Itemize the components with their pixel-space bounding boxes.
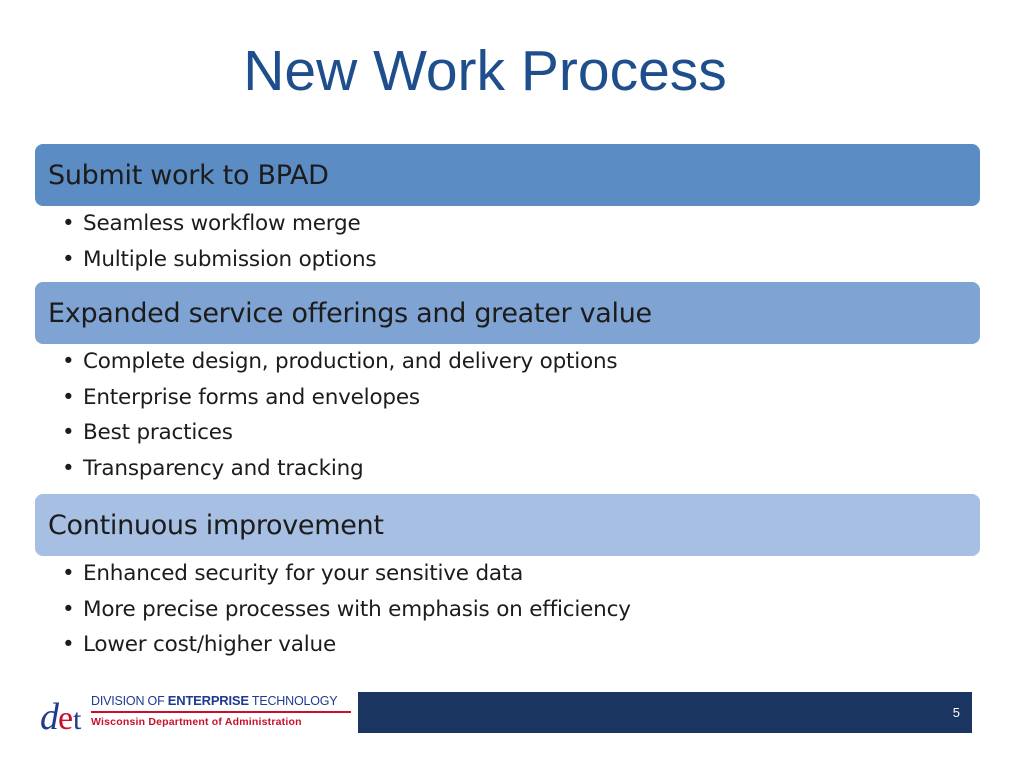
logo-division-prefix: DIVISION OF <box>91 694 168 708</box>
section-heading-submit-work: Submit work to BPAD <box>35 144 980 206</box>
bullet-dot-icon: • <box>62 632 75 658</box>
slide-title <box>0 38 1024 104</box>
bullet-item <box>62 451 617 487</box>
bullet-dot-icon: • <box>62 596 75 622</box>
det-logo <box>38 692 356 734</box>
section-bullets-submit-work <box>62 206 376 277</box>
bullet-item <box>62 627 631 663</box>
bullet-dot-icon: • <box>62 349 75 374</box>
bullet-item <box>62 242 376 278</box>
logo-division-suffix: TECHNOLOGY <box>248 694 338 708</box>
section-heading-continuous-improvement: Continuous improvement <box>35 494 980 556</box>
bullet-dot-icon: • <box>62 456 75 482</box>
footer-bar <box>358 692 972 733</box>
slide-title-text: New Work Process <box>243 39 727 103</box>
bullet-dot-icon: • <box>62 246 75 272</box>
bullet-dot-icon: • <box>62 561 75 586</box>
logo-divider <box>91 711 351 713</box>
bullet-dot-icon: • <box>62 211 75 236</box>
bullet-text: Best practices <box>83 420 233 446</box>
logo-department-name: Wisconsin Department of Administration <box>91 716 302 728</box>
logo-division-strong: ENTERPRISE <box>167 693 249 708</box>
bullet-item <box>62 380 617 416</box>
svg-text:t: t <box>73 703 82 734</box>
bullet-dot-icon: • <box>62 384 75 410</box>
bullet-item <box>62 344 617 380</box>
logo-division-name <box>91 693 337 708</box>
bullet-text: Seamless workflow merge <box>83 211 361 236</box>
bullet-text: Lower cost/higher value <box>83 632 336 658</box>
bullet-text: Enhanced security for your sensitive data <box>83 561 524 586</box>
bullet-item <box>62 206 376 242</box>
bullet-item <box>62 592 631 628</box>
section-bullets-continuous-improvement <box>62 556 631 663</box>
section-heading-expanded-services: Expanded service offerings and greater value <box>35 282 980 344</box>
svg-text:e: e <box>58 700 74 734</box>
bullet-text: Complete design, production, and delivery options <box>83 349 618 374</box>
bullet-item <box>62 556 631 592</box>
page-number: 5 <box>952 705 960 720</box>
bullet-dot-icon: • <box>62 420 75 446</box>
bullet-item <box>62 415 617 451</box>
det-logo-icon <box>38 692 90 734</box>
bullet-text: Enterprise forms and envelopes <box>83 384 420 410</box>
svg-text:d: d <box>40 696 59 734</box>
bullet-text: More precise processes with emphasis on efficiency <box>83 596 631 622</box>
bullet-text: Transparency and tracking <box>83 456 364 482</box>
bullet-text: Multiple submission options <box>83 246 377 272</box>
section-bullets-expanded-services <box>62 344 617 487</box>
